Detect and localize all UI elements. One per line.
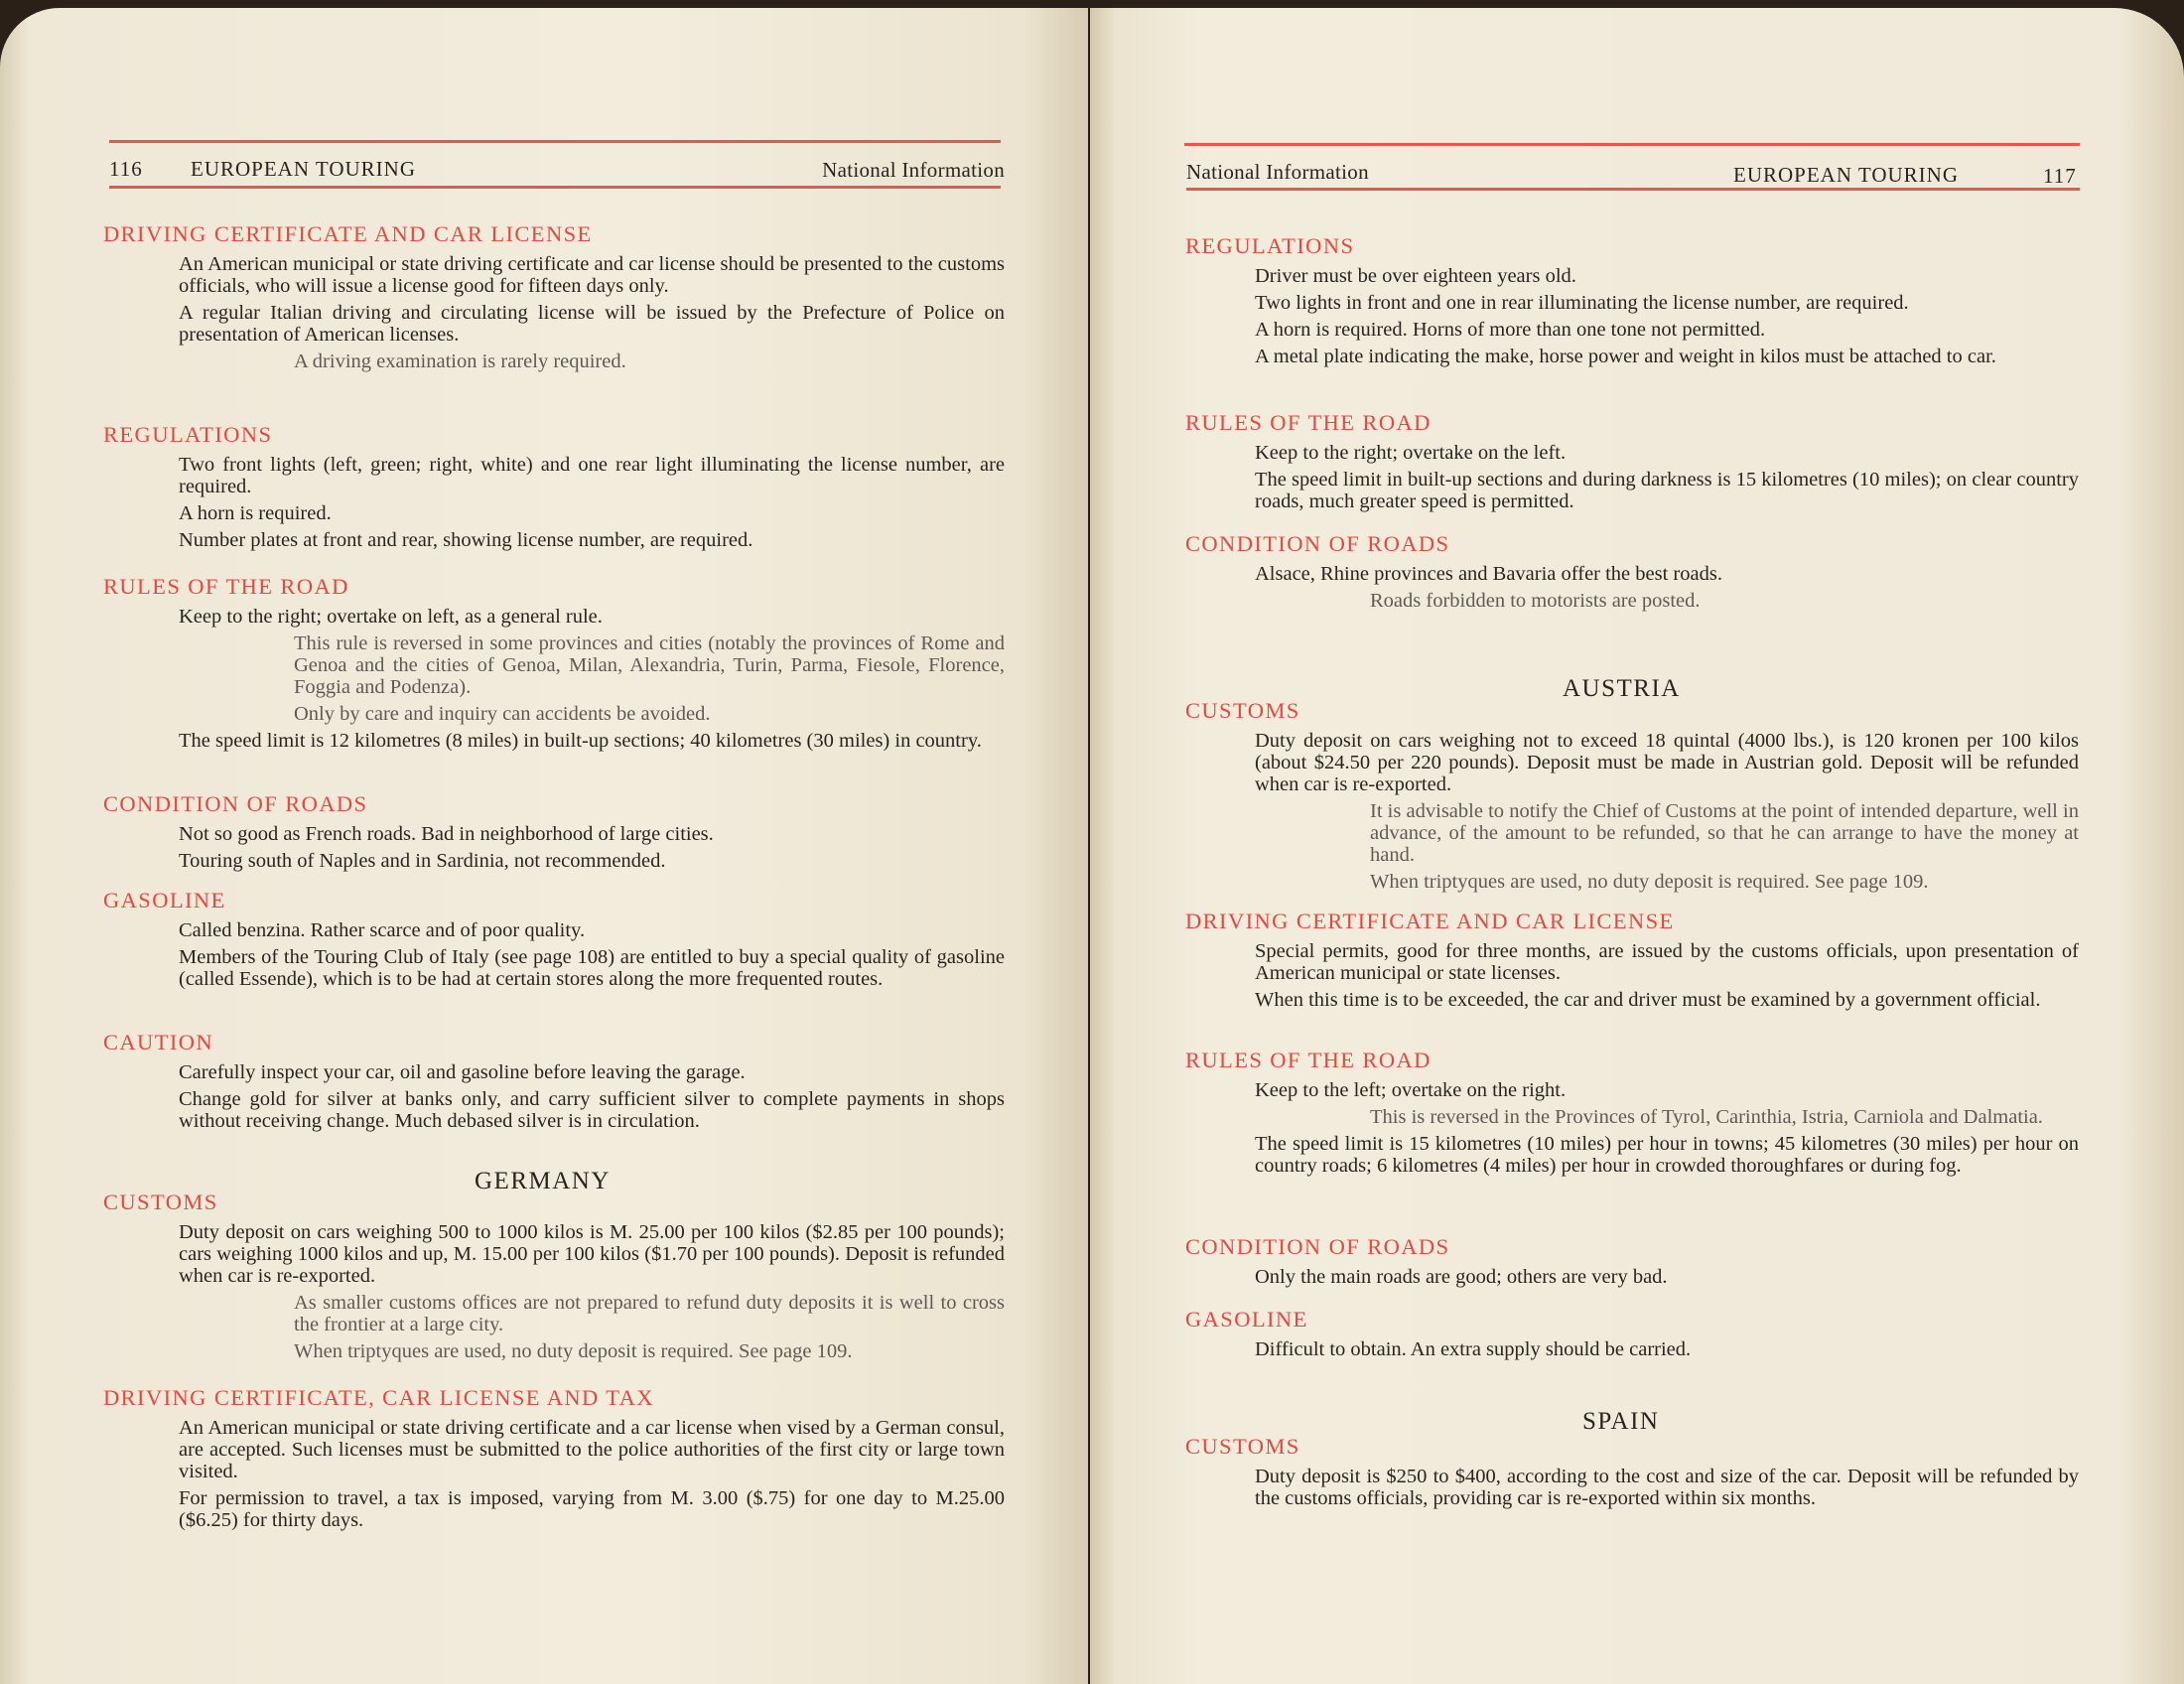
body-paragraph: Duty deposit on cars weighing 500 to 1000 kilos is M. 25.00 per 100 kilos ($2.85 per 100 pounds); cars weighing 1000 kilos and up, M. 15.00 per 100 kilos ($1.70 per 100 pounds). Deposit is refunded when car is re-exported. [179, 1221, 1005, 1287]
section-heading: REGULATIONS [103, 422, 273, 447]
section [103, 888, 1005, 995]
section [103, 422, 1005, 556]
section-heading: REGULATIONS [1185, 233, 1355, 258]
body-paragraph: Touring south of Naples and in Sardinia, not recommended. [179, 850, 666, 872]
section [1185, 1234, 2079, 1293]
section-heading: CUSTOMS [103, 1190, 218, 1214]
body-paragraph: Change gold for silver at banks only, and carry sufficient silver to complete payments in shops without receiving change. Much debased silver is in circulation. [179, 1088, 1005, 1132]
section [1185, 1434, 2079, 1514]
section-heading: RULES OF THE ROAD [1185, 410, 1432, 435]
running-section: National Information [822, 158, 1005, 182]
section-heading: CONDITION OF ROADS [1185, 531, 1450, 556]
section [1185, 1307, 2079, 1365]
header-rule-bottom [1186, 188, 2080, 191]
section [1185, 233, 2079, 372]
note-paragraph: It is advisable to notify the Chief of Customs at the point of intended departure, well in advance, of the amount to be refunded, so that he can arrange to have the money at hand. [1370, 800, 2079, 866]
section [103, 1190, 1005, 1367]
body-paragraph: A metal plate indicating the make, horse power and weight in kilos must be attached to car. [1255, 346, 1996, 367]
body-paragraph: Alsace, Rhine provinces and Bavaria offer the best roads. [1255, 563, 1722, 585]
body-paragraph: Keep to the right; overtake on left, as a general rule. [179, 606, 603, 628]
body-paragraph: An American municipal or state driving certificate and car license should be presented to the customs officials, who will issue a license good for fifteen days only. [179, 253, 1005, 297]
body-paragraph: Two lights in front and one in rear illuminating the license number, are required. [1255, 292, 1909, 314]
section [1185, 698, 2079, 898]
body-paragraph: Called benzina. Rather scarce and of poor quality. [179, 919, 586, 941]
running-title: EUROPEAN TOURING [1733, 163, 1959, 187]
body-paragraph: Not so good as French roads. Bad in neighborhood of large cities. [179, 823, 714, 845]
section-heading: GASOLINE [1185, 1307, 1308, 1332]
body-paragraph: Members of the Touring Club of Italy (see page 108) are entitled to buy a special quality of gasoline (called Essende), which is to be had at certain stores along the more frequented routes. [179, 946, 1005, 990]
body-paragraph: Duty deposit is $250 to $400, according to the cost and size of the car. Deposit will be refunded by the customs officials, providing car is re-exported within six months. [1255, 1466, 2079, 1509]
note-paragraph: Roads forbidden to motorists are posted. [1370, 590, 1701, 612]
section-heading: RULES OF THE ROAD [103, 574, 349, 599]
section-heading: DRIVING CERTIFICATE AND CAR LICENSE [103, 221, 593, 246]
body-paragraph: When this time is to be exceeded, the car and driver must be examined by a government official. [1255, 989, 2041, 1011]
left-page [0, 8, 1088, 1684]
section-heading: CUSTOMS [1185, 698, 1300, 723]
section-heading: GASOLINE [103, 888, 226, 912]
body-paragraph: Duty deposit on cars weighing not to exceed 18 quintal (4000 lbs.), is 120 kronen per 100 kilos (about $24.50 per 220 pounds). Deposit must be made in Austrian gold. Deposit will be refunded when car is re-exported. [1255, 730, 2079, 795]
section [1185, 531, 2079, 617]
section [103, 574, 1005, 757]
body-paragraph: A regular Italian driving and circulating license will be issued by the Prefecture of Police on presentation of American licenses. [179, 302, 1005, 346]
body-paragraph: Difficult to obtain. An extra supply should be carried. [1255, 1338, 1692, 1360]
body-paragraph: Driver must be over eighteen years old. [1255, 265, 1576, 287]
page-number: 116 [109, 157, 143, 181]
body-paragraph: A horn is required. [179, 502, 332, 524]
section [103, 791, 1005, 877]
section [1185, 410, 2079, 517]
note-paragraph: A driving examination is rarely required. [294, 351, 626, 372]
body-paragraph: An American municipal or state driving certificate and a car license when vised by a German consul, are accepted. Such licenses must be submitted to the police authorities of the first city or large town visited. [179, 1417, 1005, 1482]
section-heading: RULES OF THE ROAD [1185, 1048, 1432, 1072]
section-heading: CUSTOMS [1185, 1434, 1300, 1459]
body-paragraph: The speed limit is 12 kilometres (8 miles) in built-up sections; 40 kilometres (30 miles) in country. [179, 730, 982, 752]
header-rule-bottom [109, 186, 1001, 189]
header-rule-top [109, 140, 1001, 143]
note-paragraph: Only by care and inquiry can accidents be avoided. [294, 703, 711, 725]
country-title: AUSTRIA [1563, 675, 1681, 702]
section-heading: DRIVING CERTIFICATE AND CAR LICENSE [1185, 909, 1675, 933]
body-paragraph: Keep to the right; overtake on the left. [1255, 442, 1567, 464]
running-title: EUROPEAN TOURING [191, 157, 416, 181]
section-heading: CONDITION OF ROADS [103, 791, 368, 816]
section [1185, 1048, 2079, 1182]
body-paragraph: Number plates at front and rear, showing license number, are required. [179, 529, 753, 551]
country-title: SPAIN [1582, 1408, 1660, 1435]
note-paragraph: This rule is reversed in some provinces and cities (notably the provinces of Rome and Genoa and the cities of Genoa, Milan, Alexandria, Turin, Parma, Fiesole, Florence, Foggia and Podenza). [294, 632, 1005, 698]
body-paragraph: Two front lights (left, green; right, white) and one rear light illuminating the license number, are required. [179, 454, 1005, 497]
section-heading: CAUTION [103, 1030, 214, 1054]
body-paragraph: A horn is required. Horns of more than one tone not permitted. [1255, 319, 1766, 341]
header-rule-top [1184, 143, 2080, 146]
note-paragraph: As smaller customs offices are not prepared to refund duty deposits it is well to cross the frontier at a large city. [294, 1292, 1005, 1335]
body-paragraph: Carefully inspect your car, oil and gasoline before leaving the garage. [179, 1061, 746, 1083]
right-page [1090, 8, 2184, 1684]
running-section: National Information [1186, 160, 1369, 184]
body-paragraph: The speed limit is 15 kilometres (10 miles) per hour in towns; 45 kilometres (30 miles) per hour on country roads; 6 kilometres (4 miles) per hour in crowded thoroughfares or during fog. [1255, 1133, 2079, 1177]
section [103, 1385, 1005, 1536]
section [1185, 909, 2079, 1016]
body-paragraph: For permission to travel, a tax is imposed, varying from M. 3.00 ($.75) for one day to M.25.00 ($6.25) for thirty days. [179, 1487, 1005, 1531]
body-paragraph: The speed limit in built-up sections and during darkness is 15 kilometres (10 miles); on clear country roads, much greater speed is permitted. [1255, 469, 2079, 512]
section-heading: CONDITION OF ROADS [1185, 1234, 1450, 1259]
note-paragraph: This is reversed in the Provinces of Tyrol, Carinthia, Istria, Carniola and Dalmatia. [1370, 1106, 2043, 1128]
section [103, 1030, 1005, 1137]
section-heading: DRIVING CERTIFICATE, CAR LICENSE AND TAX [103, 1385, 654, 1410]
page-number: 117 [2043, 164, 2077, 188]
body-paragraph: Keep to the left; overtake on the right. [1255, 1079, 1567, 1101]
note-paragraph: When triptyques are used, no duty deposit is required. See page 109. [1370, 871, 1929, 893]
country-title: GERMANY [475, 1168, 611, 1194]
body-paragraph: Special permits, good for three months, are issued by the customs officials, upon presentation of American municipal or state licenses. [1255, 940, 2079, 984]
body-paragraph: Only the main roads are good; others are very bad. [1255, 1266, 1668, 1288]
note-paragraph: When triptyques are used, no duty deposit is required. See page 109. [294, 1340, 853, 1362]
section [103, 221, 1005, 377]
